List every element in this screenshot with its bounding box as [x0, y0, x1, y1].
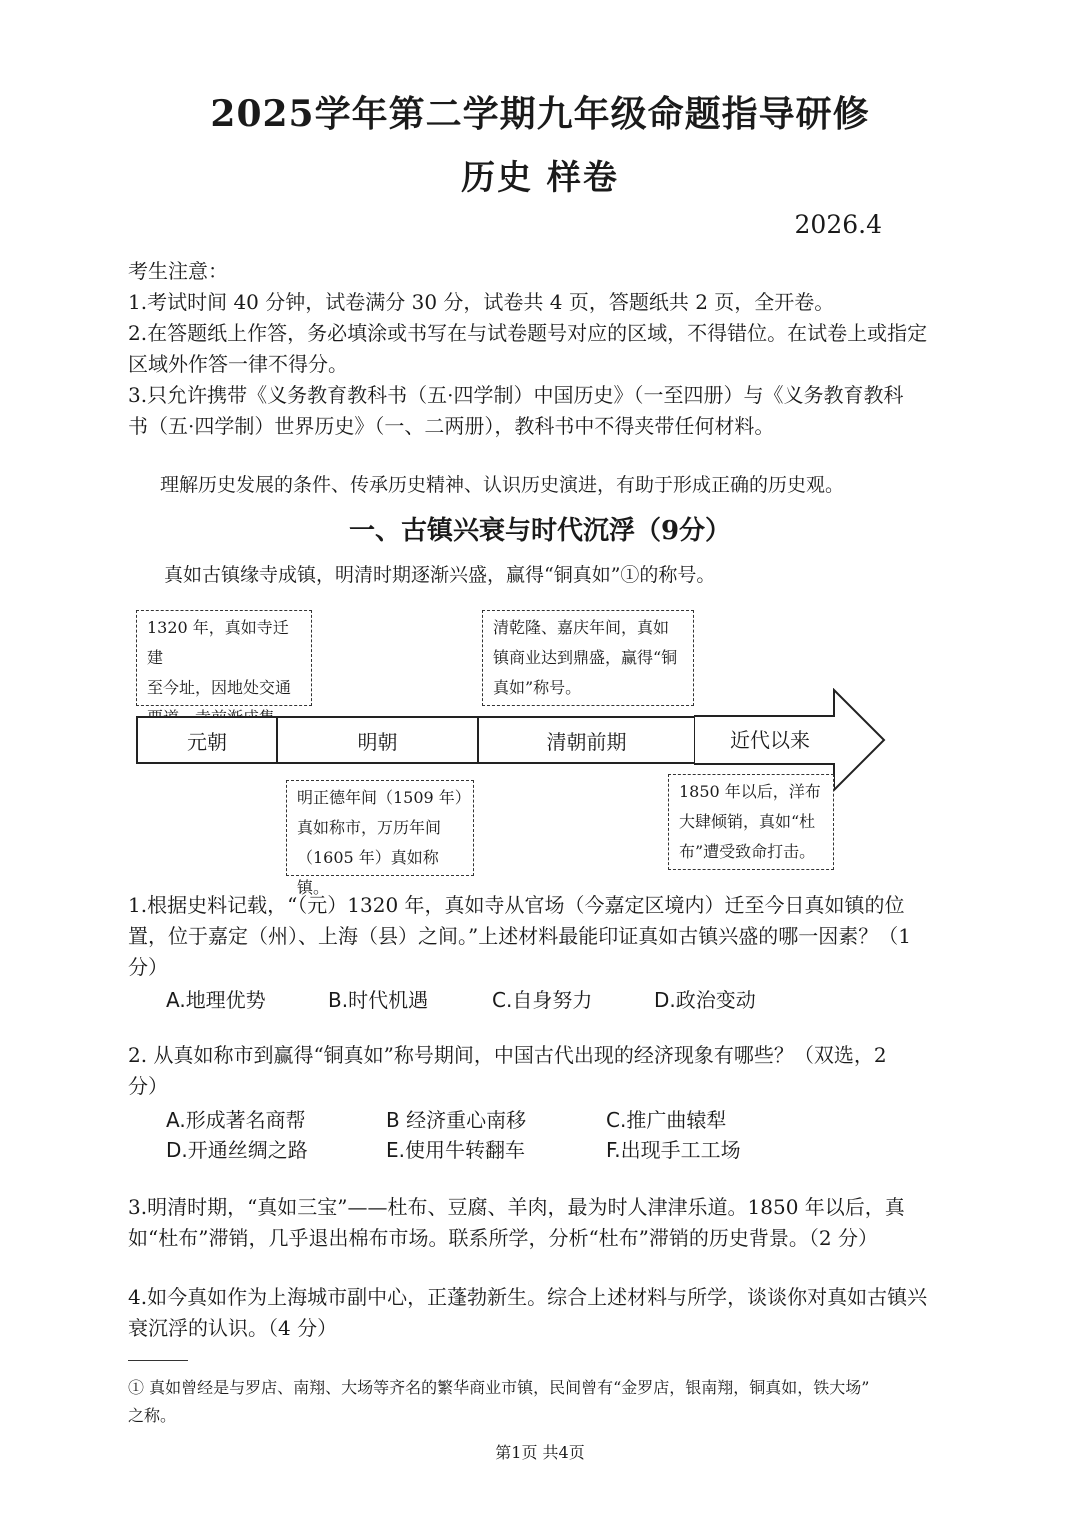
era-yuan: 元朝	[138, 718, 278, 762]
exam-title: 2025学年第二学期九年级命题指导研修	[210, 93, 870, 135]
question-2: 2. 从真如称市到赢得“铜真如”称号期间，中国古代出现的经济现象有哪些？（双选，2 分）	[128, 1043, 887, 1098]
notice-line: 书（五·四学制）世界历史》（一、二两册），教科书中不得夹带任何材料。	[128, 414, 775, 438]
era-modern: 近代以来	[730, 728, 810, 752]
notice-line: 2.在答题纸上作答，务必填涂或书写在与试卷题号对应的区域，不得错位。在试卷上或指定	[128, 321, 928, 345]
section-title: 一、古镇兴衰与时代沉浮（9分）	[348, 516, 732, 546]
q2-option-e[interactable]: E.使用牛转翻车	[386, 1138, 525, 1162]
q2-option-a[interactable]: A.形成著名商帮	[166, 1108, 306, 1132]
exam-date: 2026.4	[794, 210, 882, 239]
notice-block	[128, 256, 928, 442]
q1-option-c[interactable]: C.自身努力	[492, 988, 593, 1012]
notice-line: 3.只允许携带《义务教育教科书（五·四学制）中国历史》（一至四册）与《义务教育教科	[128, 383, 904, 407]
q2-option-f[interactable]: F.出现手工工场	[606, 1138, 741, 1162]
question-3: 3.明清时期，“真如三宝”——杜布、豆腐、羊肉，最为时人津津乐道。1850 年以后，真 如“杜布”滞销，几乎退出棉布市场。联系所学，分析“杜布”滞销的历史背景。（2 分）	[128, 1195, 905, 1250]
era-qing: 清朝前期	[546, 729, 627, 754]
notice-line: 1.考试时间 40 分钟，试卷满分 30 分，试卷共 4 页，答题纸共 2 页，全开卷。	[128, 290, 835, 314]
timeline-box-qing: 清乾隆、嘉庆年间，真如 镇商业达到鼎盛，赢得“铜 真如”称号。	[482, 610, 694, 706]
timeline-box-modern: 1850 年以后，洋布 大肆倾销，真如“杜 布”遭受致命打击。	[668, 774, 834, 870]
page-number: 第1页 共4页	[495, 1443, 585, 1462]
intro-text: 理解历史发展的条件、传承历史精神、认识历史演进，有助于形成正确的历史观。	[160, 474, 845, 496]
timeline-box-ming: 明正德年间（1509 年） 真如称市，万历年间 （1605 年）真如称镇。	[286, 780, 474, 876]
q2-option-b[interactable]: B 经济重心南移	[386, 1108, 527, 1132]
q2-option-c[interactable]: C.推广曲辕犁	[606, 1108, 727, 1132]
section-lead: 真如古镇缘寺成镇，明清时期逐渐兴盛，赢得“铜真如”①的称号。	[164, 564, 716, 586]
q1-option-a[interactable]: A.地理优势	[166, 988, 266, 1012]
q1-option-d[interactable]: D.政治变动	[654, 988, 756, 1012]
q2-option-d[interactable]: D.开通丝绸之路	[166, 1138, 308, 1162]
question-4: 4.如今真如作为上海城市副中心，正蓬勃新生。综合上述材料与所学，谈谈你对真如古镇兴 衰沉浮的认识。（4 分）	[128, 1285, 928, 1340]
footnote: ① 真如曾经是与罗店、南翔、大场等齐名的繁华商业市镇，民间曾有“金罗店，银南翔，铜真如，铁大场” 之称。	[128, 1378, 870, 1425]
q1-option-b[interactable]: B.时代机遇	[328, 988, 429, 1012]
question-1: 1.根据史料记载，“（元）1320 年，真如寺从官场（今嘉定区境内）迁至今日真如镇的位 置，位于嘉定（州）、上海（县）之间。”上述材料最能印证真如古镇兴盛的哪一因素？（1 分）	[128, 893, 911, 979]
notice-heading: 考生注意：	[128, 259, 228, 283]
timeline-bar	[136, 716, 696, 764]
notice-line: 区域外作答一律不得分。	[128, 352, 348, 376]
footnote-divider	[128, 1360, 188, 1361]
era-ming: 明朝	[278, 718, 479, 762]
exam-subtitle: 历史 样卷	[461, 158, 619, 198]
timeline-box-yuan: 1320 年，真如寺迁建 至今址，因地处交通	[136, 610, 312, 706]
